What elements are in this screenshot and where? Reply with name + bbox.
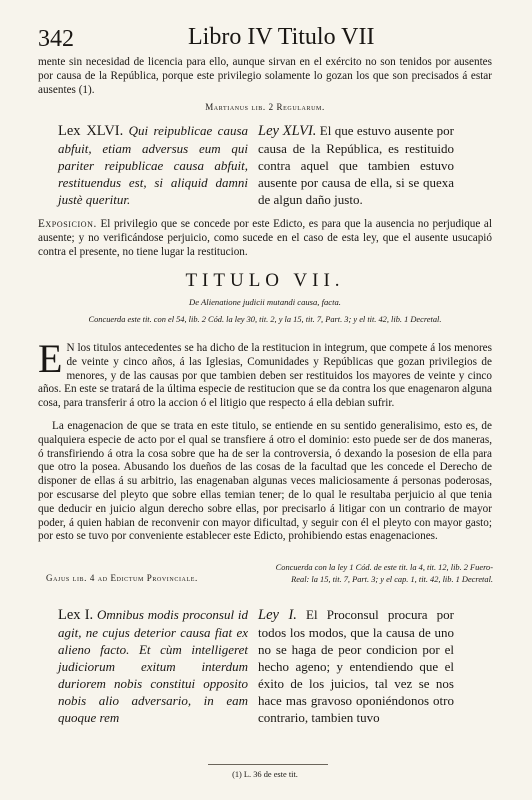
- intro-paragraph: mente sin necesidad de licencia para ello, aunque sirvan en el exército no son tenidos por ausentes por causa de la República, porque este privilegio solamente lo gozan los que son precisados á estar ausentes (1).: [38, 56, 492, 96]
- concordance-lex-1: Concuerda con la ley 1 Cód. de este tit. la 4, tit. 12, lib. 2 Fuero-Real: la 15, tit. 7, Part. 3; y el cap. 1, tit. 42, lib. 1 Decretal.: [275, 563, 493, 584]
- page-number: 342: [38, 26, 74, 52]
- footnote-divider: [208, 764, 328, 765]
- lex-46-label: Lex XLVI.: [58, 123, 124, 139]
- lex-1-latin-text: Omnibus modis proconsul id agit, ne cujus deterior causa fiat ex alieno facto. Et cùm intelligeret judiciorum exitum interdum duriorem nobis constitui opposito nobis alio adversario, in eam quoque rem: [58, 607, 248, 725]
- ley-1-label: Ley I.: [258, 607, 297, 623]
- lex-1-latin: [58, 606, 248, 726]
- source-martianus: [38, 102, 492, 112]
- ley-46-label: Ley XLVI.: [258, 123, 317, 139]
- source-text: Martianus lib. 2 Regularum.: [205, 102, 325, 112]
- lex-46-latin-text: Qui reipublicae causa abfuit, etiam adversus eum qui pariter reipublicae causa abfuit, restituendus est, si aliquid damni justè queritur.: [58, 123, 248, 207]
- source-gajus-text: Gajus lib. 4 ad Edictum Provinciale.: [46, 573, 198, 583]
- page-header: [38, 22, 492, 56]
- exposicion-text: El privilegio que se concede por este Edicto, es para que la ausencia no perjudique al ausente; y no verificándose perjuicio, como sucede en el caso de esta ley, que el ausente usucapió contra el presente, no tiene lugar la restitucion.: [38, 218, 492, 258]
- titulo-subtitle: De Alienatione judicii mutandi causa, facta.: [189, 297, 341, 307]
- footnote: (1) L. 36 de este tit.: [232, 770, 298, 779]
- exposicion-label: Exposicion.: [38, 218, 97, 230]
- body-paragraph-2: La enagenacion de que se trata en este titulo, se entiende en su sentido generalisimo, esto es, de qualquiera especie de acto por el qual se transfiere á otro el dominio: esto puede ser de dos maneras, ó transfiriendo á otra la cosa sobre que ha de ser la controversia, ó dexando la posesion de ella para que otro la posea. Abusando los dueños de las cosas de la facultad que les concede el Derecho de disponer de ellas á su arbitrio, las enagenaban algunas veces maliciosamente á personas poderosas, por escusarse del pleyto que sobre ellas temian tener; de lo qual le resultaba perjuicio al que tenia que deducir en juicio algun derecho sobre ellas, por precisarlo á litigar con un contrario de mayor poder, á quien habian de reconvenir con mayor dificultad, y seguir con él el pleyto con mayor gasto; por esto se tuvo por conveniente establecer este Edicto, prohibiendo estas enagenaciones.: [38, 420, 492, 543]
- ley-46-spanish-text: El que estuvo ausente por causa de la República, es restituido contra aquel que tambien estuvo ausente por causa de ella, si se quexa de algun daño justo.: [258, 123, 454, 207]
- drop-cap: E: [38, 336, 63, 381]
- body-paragraph-1: [38, 336, 492, 411]
- running-title: Libro IV Titulo VII: [188, 24, 375, 50]
- source-gajus: [46, 573, 256, 583]
- exposicion-paragraph: [38, 218, 492, 259]
- lex-1-label: Lex I.: [58, 607, 94, 623]
- body-paragraph-1-text: N los titulos antecedentes se ha dicho de la restitucion in integrum, que compete á los menores de veinte y cinco años, á las Iglesias, Comunidades y Repúblicas que gozan privilegios de menores, y de las causas por que tambien deben ser restituidos los mayores de veinte y cinco años. En este se tratará de la última especie de restitucion que se da contra los que enagenaron alguna cosa, para transferir á otro la accion ó el litigio que respecto á ella debian sufrir.: [38, 342, 492, 410]
- titulo-concordance: Concuerda este tit. con el 54, lib. 2 Cód. la ley 30, tit. 2, y la 15, tit. 7, Part. 3; y el tit. 42, lib. 1 Decretal.: [88, 315, 442, 324]
- lex-46-latin: [58, 122, 248, 208]
- ley-46-spanish: [258, 122, 454, 208]
- titulo-heading: TITULO VII.: [185, 270, 345, 291]
- ley-1-spanish-text: El Proconsul procura por todos los modos, que la causa de uno no se haga de peor condicion por el hecho ageno; y entendiendo que el éxito de los juicios, tal vez se nos hace mas gravoso oponiéndonos otro contrario, tambien tuvo: [258, 607, 454, 725]
- ley-1-spanish: [258, 606, 454, 726]
